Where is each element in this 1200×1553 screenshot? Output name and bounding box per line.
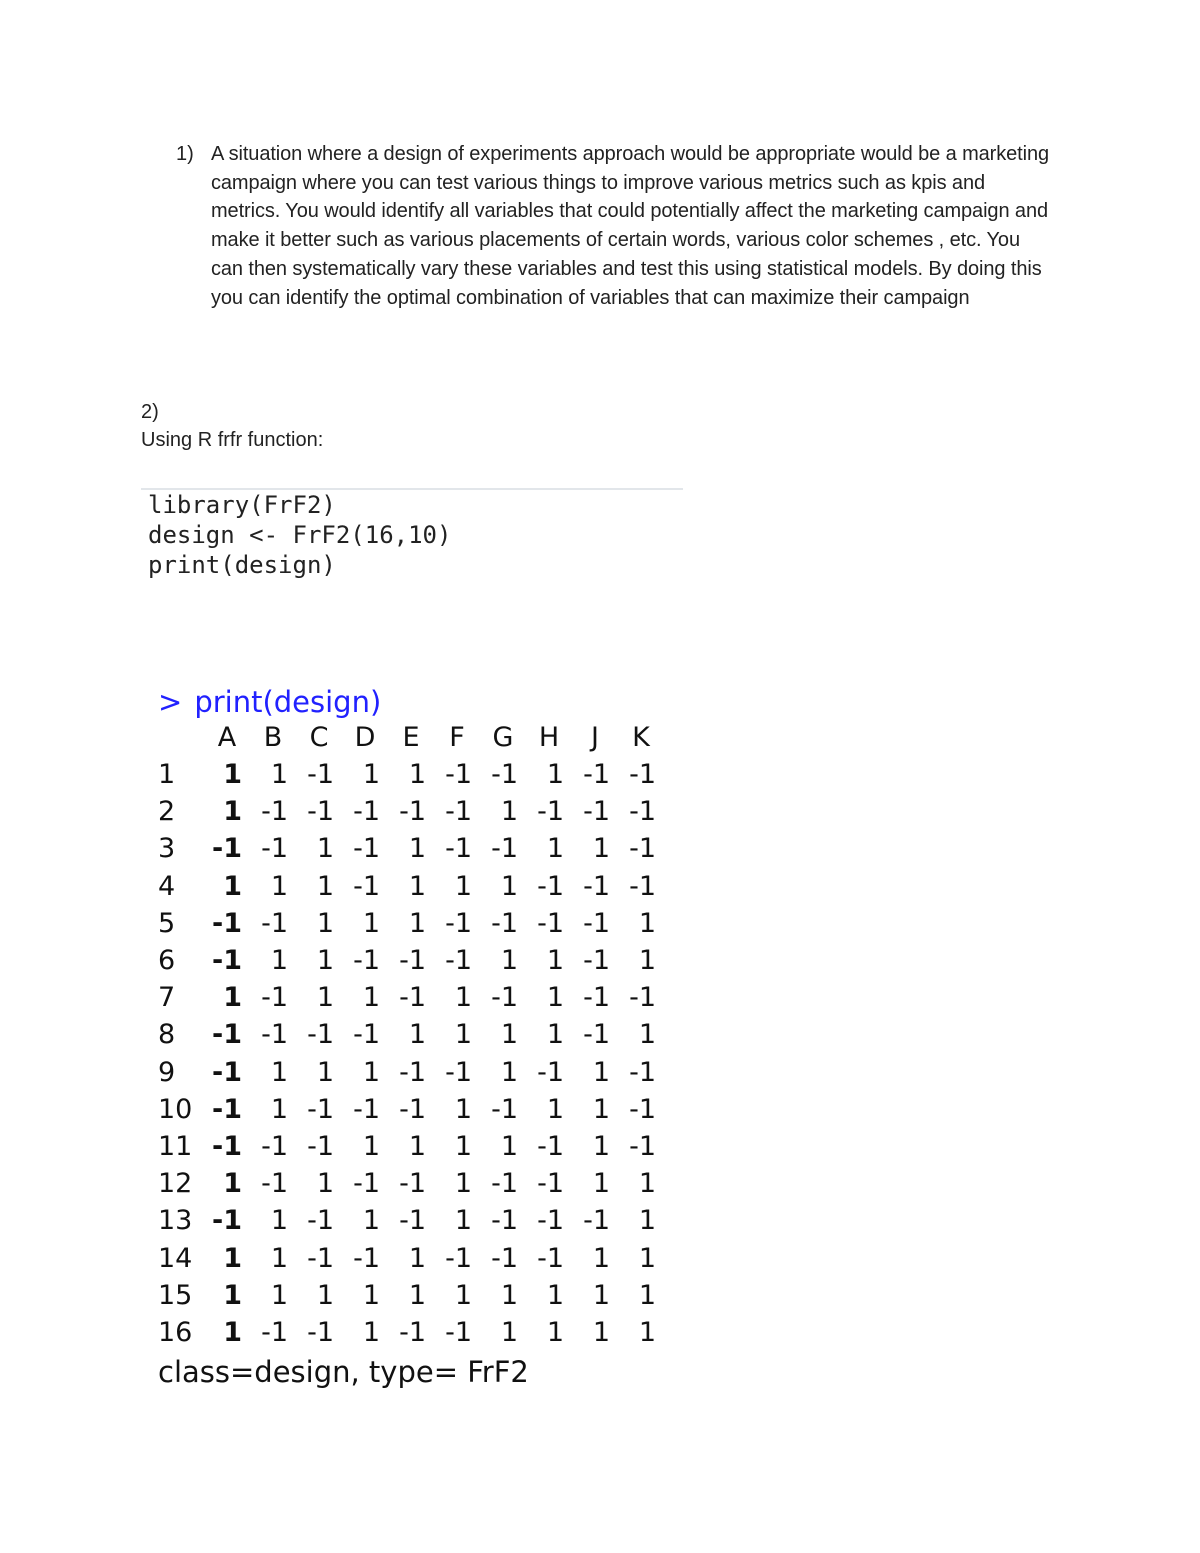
matrix-cell: 1 [408,870,426,902]
matrix-cell: 1 [546,833,564,865]
question-1-answer: A situation where a design of experiments approach would be appropriate would be a marketing campaign where you can test various things to improve various metrics such as kpis and metrics. You would identify all variables that could potentially affect the marketing campaign and make it better such as various placements of certain words, various color schemes , etc. You can then systematically vary these variables and test this using statistical models. By doing this you can identify the optimal combination of variables that can maximize their campaign [211,143,1049,309]
console-command: print(design) [194,685,382,719]
matrix-cell: -1 [583,870,610,902]
matrix-cell: 1 [270,945,288,976]
column-header: B [263,722,283,753]
matrix-cell: -1 [261,796,288,828]
matrix-cell: -1 [307,796,334,828]
matrix-cell: -1 [307,759,334,790]
matrix-cell: -1 [491,833,518,865]
question-1 [176,140,1056,312]
row-label: 9 [158,1056,176,1088]
matrix-cell: 1 [408,907,426,939]
matrix-cell: 1 [223,870,242,902]
matrix-cell: -1 [399,796,426,828]
matrix-cell: 1 [223,1279,242,1311]
matrix-cell: -1 [537,1168,564,1200]
matrix-cell: -1 [629,833,656,865]
matrix-cell: -1 [399,1168,426,1200]
matrix-cell: 1 [362,1205,380,1237]
matrix-cell: 1 [362,907,380,939]
matrix-cell: 1 [546,1019,564,1051]
matrix-cell: 1 [592,1131,610,1162]
row-label: 12 [158,1168,193,1200]
matrix-cell: 1 [316,870,334,902]
matrix-cell: -1 [537,870,564,902]
matrix-cell: 1 [546,1279,564,1311]
matrix-cell: -1 [491,1242,518,1274]
matrix-cell: 1 [454,1019,472,1051]
matrix-cell: 1 [316,907,334,939]
matrix-cell: 1 [500,870,518,902]
matrix-cell: -1 [212,833,242,865]
column-header: E [402,722,420,753]
column-header: G [492,722,514,753]
matrix-cell: -1 [537,1205,564,1237]
matrix-cell: 1 [500,1279,518,1311]
matrix-cell: -1 [491,759,518,790]
matrix-cell: -1 [353,945,380,976]
matrix-cell: -1 [307,1019,334,1051]
matrix-cell: 1 [362,1056,380,1088]
question-1-number: 1) [176,143,194,165]
matrix-cell: -1 [583,759,610,790]
row-label: 13 [158,1205,193,1237]
matrix-cell: 1 [500,945,518,976]
matrix-cell: 1 [223,1242,242,1274]
matrix-cell: -1 [583,945,610,976]
matrix-cell: 1 [592,1168,610,1200]
matrix-cell: -1 [491,982,518,1014]
matrix-cell: 1 [546,1317,564,1348]
matrix-cell: -1 [583,796,610,828]
matrix-cell: 1 [362,1317,380,1348]
matrix-cell: 1 [454,982,472,1014]
matrix-cell: -1 [399,1056,426,1088]
row-label: 4 [158,870,176,902]
row-label: 6 [158,945,176,976]
matrix-cell: 1 [316,1056,334,1088]
matrix-cell: -1 [353,796,380,828]
matrix-cell: -1 [445,945,472,976]
matrix-cell: -1 [445,1242,472,1274]
matrix-cell: 1 [362,1131,380,1162]
matrix-cell: -1 [445,796,472,828]
matrix-cell: 1 [362,1279,380,1311]
matrix-cell: 1 [316,982,334,1014]
matrix-cell: -1 [212,945,242,976]
matrix-cell: -1 [629,870,656,902]
question-2-label: Using R frfr function: [141,429,324,451]
matrix-cell: -1 [212,1093,242,1125]
matrix-cell: 1 [408,1279,426,1311]
matrix-cell: -1 [261,1317,288,1348]
matrix-cell: -1 [353,1168,380,1200]
matrix-cell: -1 [353,1093,380,1125]
matrix-cell: 1 [546,982,564,1014]
column-header: J [591,722,599,753]
row-label: 11 [158,1131,193,1162]
matrix-cell: -1 [261,907,288,939]
matrix-cell: 1 [270,1093,288,1125]
matrix-cell: -1 [629,796,656,828]
matrix-cell: 1 [223,1317,242,1348]
matrix-cell: -1 [399,1205,426,1237]
matrix-cell: 1 [454,1131,472,1162]
row-label: 7 [158,982,176,1014]
matrix-cell: 1 [408,759,426,790]
matrix-cell: -1 [537,1056,564,1088]
matrix-cell: -1 [629,759,656,790]
matrix-cell: -1 [399,1093,426,1125]
matrix-cell: 1 [316,833,334,865]
matrix-cell: -1 [261,833,288,865]
row-label: 3 [158,833,176,865]
row-label: 2 [158,796,176,828]
matrix-cell: -1 [537,1242,564,1274]
row-label: 5 [158,907,176,939]
row-label: 10 [158,1093,193,1125]
matrix-cell: 1 [316,1279,334,1311]
matrix-cell: 1 [500,1131,518,1162]
matrix-cell: -1 [353,833,380,865]
matrix-cell: 1 [454,1168,472,1200]
matrix-cell: 1 [454,1205,472,1237]
matrix-cell: -1 [399,1317,426,1348]
r-console-output [158,684,678,1394]
matrix-cell: 1 [270,1279,288,1311]
column-header: K [632,722,650,753]
matrix-cell: 1 [270,1205,288,1237]
matrix-cell: -1 [491,1093,518,1125]
r-code-screenshot [141,488,683,586]
matrix-cell: -1 [399,945,426,976]
matrix-cell: 1 [592,1279,610,1311]
matrix-cell: 1 [223,1168,242,1200]
matrix-cell: -1 [399,982,426,1014]
matrix-cell: 1 [500,1056,518,1088]
matrix-cell: -1 [353,870,380,902]
matrix-cell: 1 [454,1279,472,1311]
matrix-cell: -1 [212,1056,242,1088]
matrix-cell: 1 [223,982,242,1014]
question-2-number: 2) [141,401,159,423]
matrix-cell: -1 [445,833,472,865]
matrix-cell: 1 [223,759,242,790]
matrix-cell: 1 [546,945,564,976]
matrix-cell: -1 [353,1019,380,1051]
matrix-cell: 1 [546,1093,564,1125]
matrix-cell: 1 [592,1317,610,1348]
matrix-cell: -1 [445,1317,472,1348]
matrix-cell: -1 [307,1317,334,1348]
matrix-cell: 1 [592,833,610,865]
matrix-cell: 1 [270,1242,288,1274]
matrix-cell: 1 [316,1168,334,1200]
matrix-cell: -1 [629,1093,656,1125]
row-label: 14 [158,1242,193,1274]
row-label: 1 [158,759,176,790]
matrix-cell: 1 [408,1131,426,1162]
matrix-cell: 1 [408,833,426,865]
matrix-cell: -1 [261,1168,288,1200]
matrix-cell: -1 [445,759,472,790]
matrix-cell: 1 [592,1056,610,1088]
matrix-cell: -1 [261,1019,288,1051]
matrix-cell: 1 [408,1242,426,1274]
matrix-cell: 1 [638,1279,656,1311]
matrix-cell: -1 [491,1168,518,1200]
matrix-cell: -1 [583,1205,610,1237]
code-line-library: library(FrF2) [148,491,336,519]
matrix-cell: 1 [270,1056,288,1088]
matrix-cell: 1 [500,1019,518,1051]
matrix-cell: 1 [454,870,472,902]
matrix-cell: 1 [316,945,334,976]
row-label: 16 [158,1317,193,1348]
column-header: F [449,722,465,753]
matrix-cell: -1 [445,907,472,939]
column-header: H [538,722,560,753]
matrix-cell: -1 [583,907,610,939]
matrix-cell: 1 [638,907,656,939]
matrix-cell: -1 [212,907,242,939]
matrix-cell: 1 [546,759,564,790]
matrix-cell: -1 [307,1205,334,1237]
matrix-cell: 1 [638,1317,656,1348]
matrix-cell: 1 [362,759,380,790]
matrix-cell: 1 [638,945,656,976]
code-line-print: print(design) [148,551,336,579]
matrix-cell: -1 [583,982,610,1014]
matrix-cell: 1 [270,759,288,790]
matrix-cell: 1 [270,870,288,902]
matrix-cell: -1 [261,982,288,1014]
matrix-cell: -1 [307,1093,334,1125]
matrix-cell: -1 [629,1056,656,1088]
matrix-cell: -1 [491,1205,518,1237]
matrix-cell: -1 [537,907,564,939]
matrix-cell: -1 [212,1019,242,1051]
matrix-cell: -1 [537,796,564,828]
column-header: D [354,722,376,753]
matrix-cell: -1 [212,1131,242,1162]
matrix-cell: -1 [491,907,518,939]
row-label: 8 [158,1019,176,1051]
matrix-cell: 1 [638,1242,656,1274]
column-header: C [309,722,329,753]
console-prompt-line [158,684,381,720]
row-label: 15 [158,1279,193,1311]
prompt-symbol: > [158,685,183,719]
code-line-design: design <- FrF2(16,10) [148,521,452,549]
matrix-cell: -1 [307,1131,334,1162]
matrix-cell: -1 [307,1242,334,1274]
matrix-cell: 1 [362,982,380,1014]
matrix-cell: 1 [500,796,518,828]
column-header: A [217,722,237,753]
matrix-cell: 1 [223,796,242,828]
matrix-cell: -1 [445,1056,472,1088]
matrix-cell: -1 [261,1131,288,1162]
console-footer: class=design, type= FrF2 [158,1355,529,1389]
matrix-cell: -1 [537,1131,564,1162]
matrix-cell: -1 [629,1131,656,1162]
matrix-cell: -1 [212,1205,242,1237]
matrix-cell: -1 [353,1242,380,1274]
matrix-cell: 1 [500,1317,518,1348]
matrix-cell: 1 [592,1093,610,1125]
matrix-cell: 1 [638,1205,656,1237]
matrix-cell: 1 [408,1019,426,1051]
matrix-cell: -1 [629,982,656,1014]
matrix-cell: 1 [592,1242,610,1274]
matrix-cell: 1 [638,1168,656,1200]
matrix-cell: 1 [454,1093,472,1125]
matrix-cell: -1 [583,1019,610,1051]
matrix-cell: 1 [638,1019,656,1051]
